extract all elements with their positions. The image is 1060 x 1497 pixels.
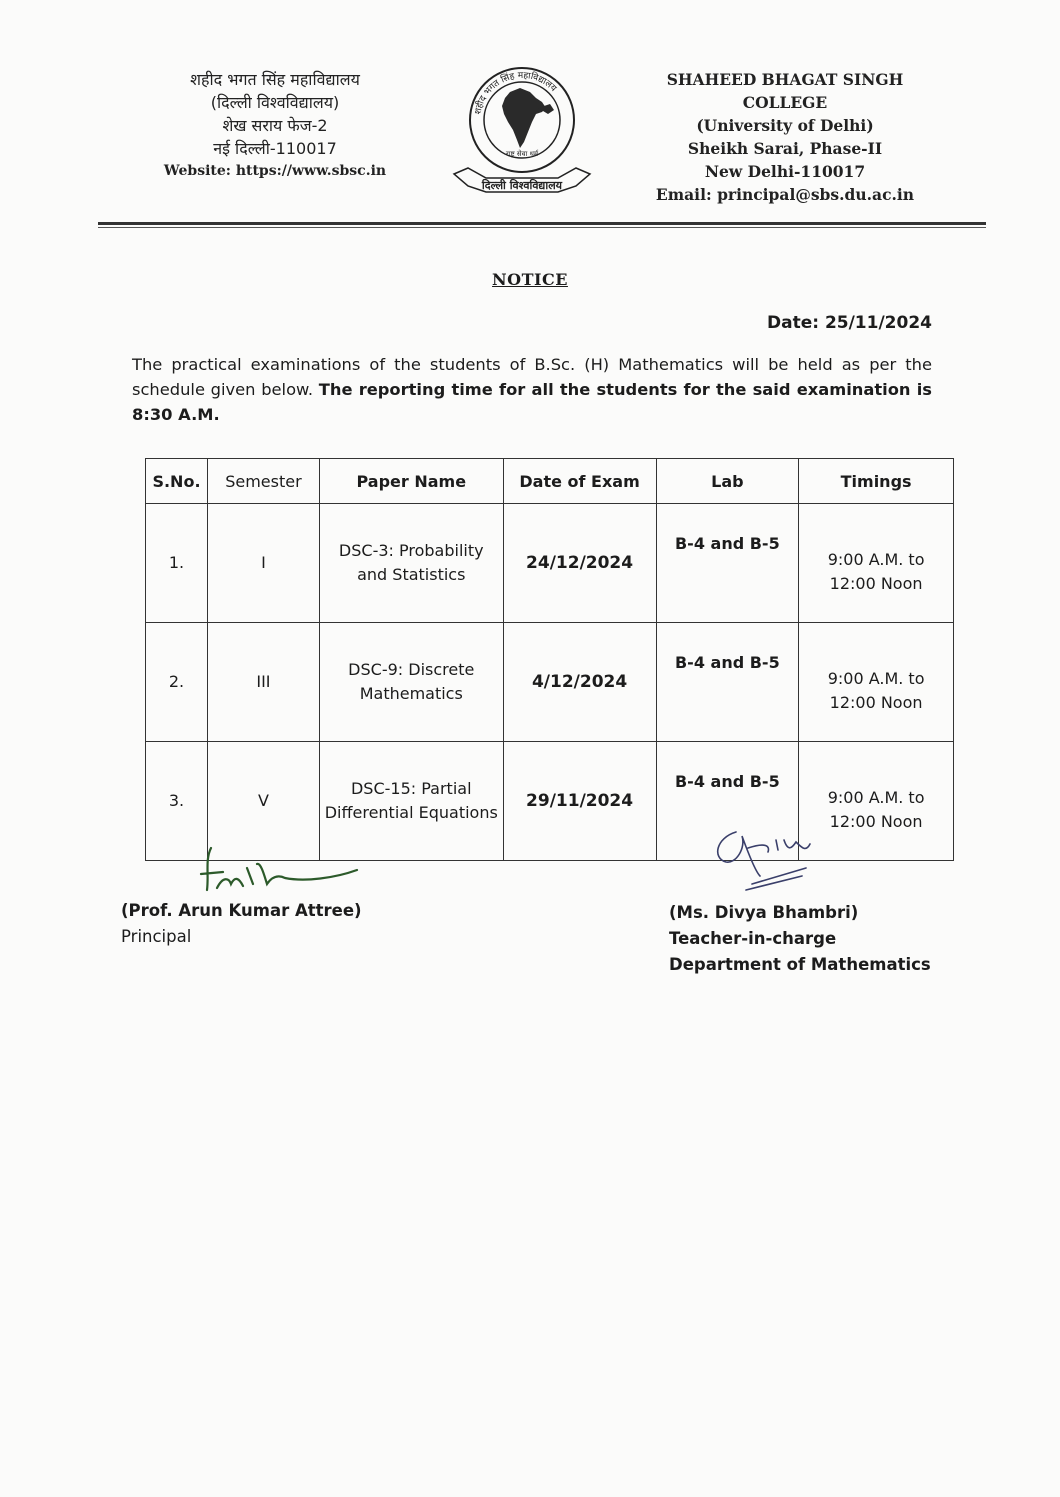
email-text: Email: principal@sbs.du.ac.in xyxy=(655,185,915,204)
teacher-name: (Ms. Divya Bhambri) xyxy=(669,903,859,922)
notice-date: Date: 25/11/2024 xyxy=(766,313,932,333)
header-semester: Semester xyxy=(207,459,319,504)
exam-schedule-table xyxy=(145,458,954,861)
header-date-of-exam: Date of Exam xyxy=(503,459,656,504)
cell-date: 4/12/2024 xyxy=(503,623,656,742)
cell-lab: B-4 and B-5 xyxy=(656,504,799,623)
notice-body-text: The practical examinations of the students of B.Sc. (H) Mathematics will be held as per the schedule given below. xyxy=(132,355,932,399)
notice-body-bold: The reporting time for all the students for the said examination is 8:30 A.M. xyxy=(132,380,932,424)
english-line-2: (University of Delhi) xyxy=(696,116,874,135)
hindi-line-2: (दिल्ली विश्वविद्यालय) xyxy=(210,93,340,112)
principal-role: Principal xyxy=(121,927,192,946)
cell-paper: DSC-3: Probability and Statistics xyxy=(319,504,503,623)
cell-sno: 3. xyxy=(146,742,208,861)
college-name-english xyxy=(625,68,945,206)
cell-paper: DSC-15: Partial Differential Equations xyxy=(319,742,503,861)
cell-semester: I xyxy=(207,504,319,623)
cell-sno: 1. xyxy=(146,504,208,623)
timing-end: 12:00 Noon xyxy=(829,574,923,593)
hindi-line-1: शहीद भगत सिंह महाविद्यालय xyxy=(190,70,360,89)
cell-timings xyxy=(799,623,954,742)
english-line-1: SHAHEED BHAGAT SINGH COLLEGE xyxy=(666,70,904,112)
notice-body xyxy=(132,352,932,427)
principal-signature xyxy=(195,838,365,898)
teacher-role: Teacher-in-charge xyxy=(669,929,837,948)
cell-semester: III xyxy=(207,623,319,742)
hindi-line-3: शेख सराय फेज-2 xyxy=(222,116,328,135)
teacher-department: Department of Mathematics xyxy=(669,955,931,974)
table-row xyxy=(146,623,954,742)
cell-timings xyxy=(799,504,954,623)
timing-start: 9:00 A.M. to xyxy=(827,669,925,688)
timing-end: 12:00 Noon xyxy=(829,693,923,712)
timing-start: 9:00 A.M. to xyxy=(827,788,925,807)
header-divider-thin xyxy=(98,227,986,228)
header-divider xyxy=(98,222,986,225)
cell-semester: V xyxy=(207,742,319,861)
seal-motto: राष्ट्र सेवा धर्म xyxy=(505,150,539,158)
timing-start: 9:00 A.M. to xyxy=(827,550,925,569)
table-row xyxy=(146,504,954,623)
cell-lab: B-4 and B-5 xyxy=(656,742,799,861)
seal-text-top: शहीद भगत सिंह महाविद्यालय xyxy=(473,70,559,116)
timing-end: 12:00 Noon xyxy=(829,812,923,831)
principal-block xyxy=(121,898,362,950)
header-lab: Lab xyxy=(656,459,799,504)
university-seal-icon xyxy=(450,62,595,197)
english-line-4: New Delhi-110017 xyxy=(704,162,866,181)
cell-date: 29/11/2024 xyxy=(503,742,656,861)
cell-date: 24/12/2024 xyxy=(503,504,656,623)
table-header-row xyxy=(146,459,954,504)
teacher-signature xyxy=(706,818,826,896)
hindi-line-4: नई दिल्ली-110017 xyxy=(213,139,337,158)
notice-title: NOTICE xyxy=(492,270,568,289)
teacher-block xyxy=(669,900,931,978)
seal-ribbon-text: दिल्ली विश्वविद्यालय xyxy=(481,179,563,192)
cell-paper: DSC-9: Discrete Mathematics xyxy=(319,623,503,742)
college-name-hindi xyxy=(150,68,400,183)
cell-sno: 2. xyxy=(146,623,208,742)
cell-lab: B-4 and B-5 xyxy=(656,623,799,742)
website-text: Website: https://www.sbsc.in xyxy=(163,163,387,179)
header-sno: S.No. xyxy=(146,459,208,504)
header-timings: Timings xyxy=(799,459,954,504)
english-line-3: Sheikh Sarai, Phase-II xyxy=(687,139,883,158)
principal-name: (Prof. Arun Kumar Attree) xyxy=(121,901,362,920)
header-paper-name: Paper Name xyxy=(319,459,503,504)
